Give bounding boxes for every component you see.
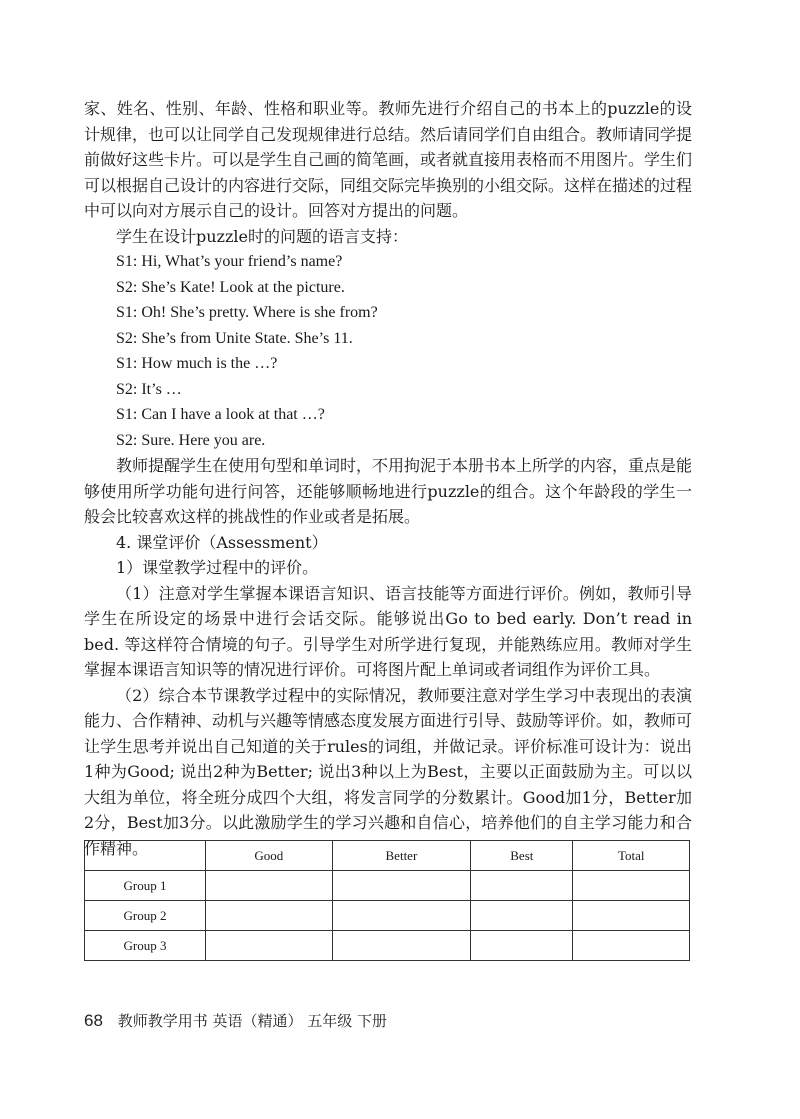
subsection-heading: 1）课堂教学过程中的评价。 xyxy=(116,558,319,577)
table-cell xyxy=(573,931,690,961)
dialogue-block xyxy=(84,249,692,453)
section-heading-assessment: 4. 课堂评价（Assessment） xyxy=(116,532,328,552)
table-cell xyxy=(573,901,690,931)
table-cell: Group 2 xyxy=(85,901,206,931)
table-cell: Group 1 xyxy=(85,871,206,901)
table-cell xyxy=(206,901,333,931)
page-number: 68 xyxy=(84,1011,103,1030)
page-content xyxy=(84,96,692,861)
table-cell xyxy=(206,931,333,961)
table-header-cell: Best xyxy=(471,841,573,871)
dialogue-line: S1: Hi, What’s your friend’s name? xyxy=(116,253,343,270)
dialogue-line: S2: Sure. Here you are. xyxy=(116,431,266,449)
table-header-cell: Better xyxy=(332,841,471,871)
table-header-cell: Total xyxy=(573,841,690,871)
table-cell xyxy=(573,871,690,901)
paragraph-teacher-reminder: 教师提醒学生在使用句型和单词时，不用拘泥于本册书本上所学的内容，重点是能够使用所学功能句进行问答，还能够顺畅地进行puzzle的组合。这个年龄段的学生一般会比较喜欢这样的挑战性的作业或者是拓展。 xyxy=(84,456,693,526)
dialogue-line: S2: She’s Kate! Look at the picture. xyxy=(116,278,345,296)
paragraph-assessment-2: （2）综合本节课教学过程中的实际情况，教师要注意对学生学习中表现出的表演能力、合作精神、动机与兴趣等情感态度发展方面进行引导、鼓励等评价。如，教师可让学生思考并说出自己知道的关于rules的词组，并做记录。评价标准可设计为：说出1种为Good; 说出2种为Better; 说出3种以上为Best，主要以正面鼓励为主。可以以大组为单位，将全班分成四个大组，将发言同学的分数累计。Good加1分，Better加2分，Best加3分。以此激励学生的学习兴趣和自信心，培养他们的自主学习能力和合作精神。 xyxy=(84,685,693,858)
table-row xyxy=(85,871,690,901)
table-row xyxy=(85,931,690,961)
paragraph-language-support: 学生在设计puzzle时的问题的语言支持： xyxy=(116,226,408,246)
table-cell xyxy=(471,931,573,961)
table-cell xyxy=(332,871,471,901)
table-cell xyxy=(332,901,471,931)
table-cell: Group 3 xyxy=(85,931,206,961)
table-cell xyxy=(206,871,333,901)
table-header-row xyxy=(85,841,690,871)
dialogue-line: S1: Oh! She’s pretty. Where is she from? xyxy=(116,304,378,321)
dialogue-line: S1: Can I have a look at that …? xyxy=(116,406,325,423)
book-title: 教师教学用书 英语（精通） 五年级 下册 xyxy=(117,1012,388,1030)
table-cell xyxy=(471,901,573,931)
dialogue-line: S2: She’s from Unite State. She’s 11. xyxy=(116,329,353,347)
paragraph-assessment-1: （1）注意对学生掌握本课语言知识、语言技能等方面进行评价。例如，教师引导学生在所设定的场景中进行会话交际。能够说出Go to bed early. Don’t read in bed. 等这样符合情境的句子。引导学生对所学进行复现，并能熟练应用。教师对学生掌握本课语言知识等的情况进行评价。可将图片配上单词或者词组作为评价工具。 xyxy=(84,583,692,679)
paragraph-intro: 家、姓名、性别、年龄、性格和职业等。教师先进行介绍自己的书本上的puzzle的设计规律，也可以让同学自己发现规律进行总结。然后请同学们自由组合。教师请同学提前做好这些卡片。可以是学生自己画的简笔画，或者就直接用表格而不用图片。学生们可以根据自己设计的内容进行交际，同组交际完毕换别的小组交际。这样在描述的过程中可以向对方展示自己的设计。回答对方提出的问题。 xyxy=(84,99,693,220)
table-header-cell: Good xyxy=(206,841,333,871)
dialogue-line: S1: How much is the …? xyxy=(116,355,278,372)
dialogue-line: S2: It’s … xyxy=(116,380,182,398)
table-row xyxy=(85,901,690,931)
table-cell xyxy=(471,871,573,901)
page-footer xyxy=(84,1010,387,1031)
table-cell xyxy=(332,931,471,961)
score-table xyxy=(84,840,690,961)
table-header-cell xyxy=(85,841,206,871)
